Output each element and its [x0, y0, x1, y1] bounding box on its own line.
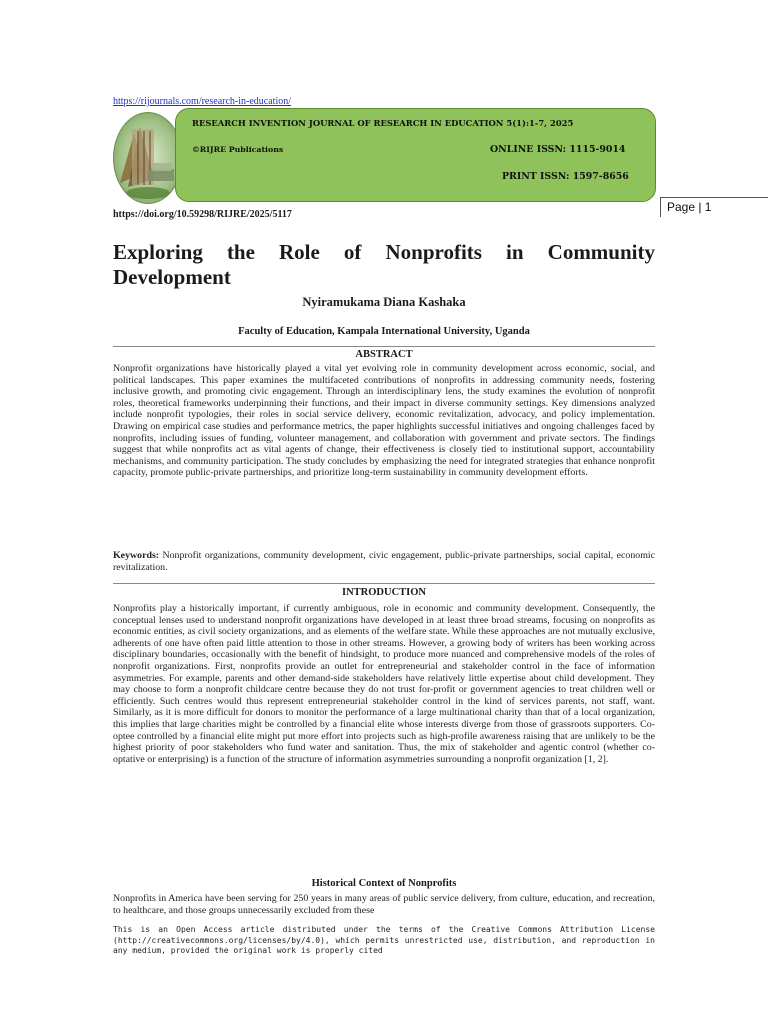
- journal-url-link[interactable]: https://rijournals.com/research-in-education/: [113, 96, 291, 107]
- article-author: Nyiramukama Diana Kashaka: [302, 295, 466, 309]
- journal-banner: [175, 108, 656, 202]
- page-number: Page | 1: [667, 200, 712, 214]
- journal-logo: [113, 112, 183, 204]
- abstract-heading: ABSTRACT: [355, 349, 413, 360]
- keywords-label: Keywords:: [113, 550, 160, 561]
- introduction-text: Nonprofits play a historically important, if currently ambiguous, role in economic and community development. Consequently, the conceptual lenses used to understand nonprofit organizations have developed in at least three broad streams, focusing on nonprofits as economic entities, as civil society organizations, and as elements of the welfare state. While these approaches are not mutually exclusive, adherents of one have often paid little attention to those in other streams. However, a growing body of writers has been working across disciplinary boundaries, occasionally with the benefit of hindsight, to produce more nuanced and comprehensive models of the roles of nonprofit organizations. First, nonprofits provide an outlet for entrepreneurial and stakeholder control in the face of information asymmetries. For example, parents and other demand-side stakeholders have relatively little expertise about child development. They may choose to form a nonprofit childcare centre because they do not trust for-profit or government agencies to treat children well or efficiently. Such centres would thus represent entrepreneurial stakeholder control in the kind of services parents, not staff, want. Similarly, as it is more difficult for donors to monitor the performance of a large multinational charity than that of a local organization, this implies that large charities might be controlled by a financial elite whose interests diverge from those of grassroots supporters. Co-optee controlled by a financial elite might put more effort into projects such as high-profile awareness raising that are unlikely to be the highest priority of poor stakeholders who fund water and sanitation. Thus, the mix of stakeholder and agentic control (whether co-optative or enterprising) is a function of the structure of information asymmetries surrounding a nonprofit organization [1, 2].: [113, 603, 655, 765]
- introduction-top-rule: [113, 583, 655, 584]
- online-issn: ONLINE ISSN: 1115-9014: [490, 144, 626, 155]
- historical-text: Nonprofits in America have been serving for 250 years in many areas of public service delivery, from culture, education, and recreation, to healthcare, and those groups unnecessarily excluded from these: [113, 893, 655, 916]
- historical-heading: Historical Context of Nonprofits: [311, 878, 457, 889]
- page-number-divider: [660, 197, 661, 217]
- abstract-text: Nonprofit organizations have historically played a vital yet evolving role in community development across economic, social, and political landscapes. This paper examines the multifaceted contributions of nonprofits in addressing community needs, fostering inclusive growth, and promoting civic engagement. Through an interdisciplinary lens, the study examines the evolution of nonprofit roles, theoretical frameworks underpinning their functions, and their impact in diverse community settings. Key dimensions analyzed include nonprofit typologies, their roles in social service delivery, economic revitalization, advocacy, and policy implementation. Drawing on empirical case studies and performance metrics, the paper highlights successful initiatives and ongoing challenges faced by nonprofits, including issues of funding, volunteer management, and collaboration with government and private sectors. The findings suggest that while nonprofits act as vital agents of change, their effectiveness is closely tied to institutional support, accountability mechanisms, and community participation. The study concludes by emphasizing the need for integrated strategies that enhance nonprofit capacity, promote public-private partnerships, and prioritize long-term sustainability in community development efforts.: [113, 363, 655, 479]
- print-issn: PRINT ISSN: 1597-8656: [502, 171, 629, 182]
- publisher-label: ©RIJRE Publications: [192, 145, 284, 154]
- introduction-heading: INTRODUCTION: [341, 587, 426, 598]
- keywords: [113, 550, 655, 573]
- doi-link[interactable]: https://doi.org/10.59298/RIJRE/2025/5117: [113, 209, 292, 220]
- article-title: Exploring the Role of Nonprofits in Community Development: [113, 240, 655, 289]
- author-affiliation: Faculty of Education, Kampala International University, Uganda: [238, 326, 530, 337]
- license-footer: This is an Open Access article distributed under the terms of the Creative Commons Attribution License (http://creativecommons.org/licenses/by/4.0), which permits unrestricted use, distribution, and reproduction in any medium, provided the original work is properly cited: [113, 925, 655, 955]
- journal-name: RESEARCH INVENTION JOURNAL OF RESEARCH IN EDUCATION 5(1):1-7, 2025: [192, 118, 574, 128]
- keywords-text: Nonprofit organizations, community development, civic engagement, public-private partnerships, social capital, economic revitalization.: [113, 550, 656, 573]
- abstract-top-rule: [113, 346, 655, 347]
- page-number-rule: [660, 197, 768, 198]
- journal-logo-graphic: [114, 113, 182, 203]
